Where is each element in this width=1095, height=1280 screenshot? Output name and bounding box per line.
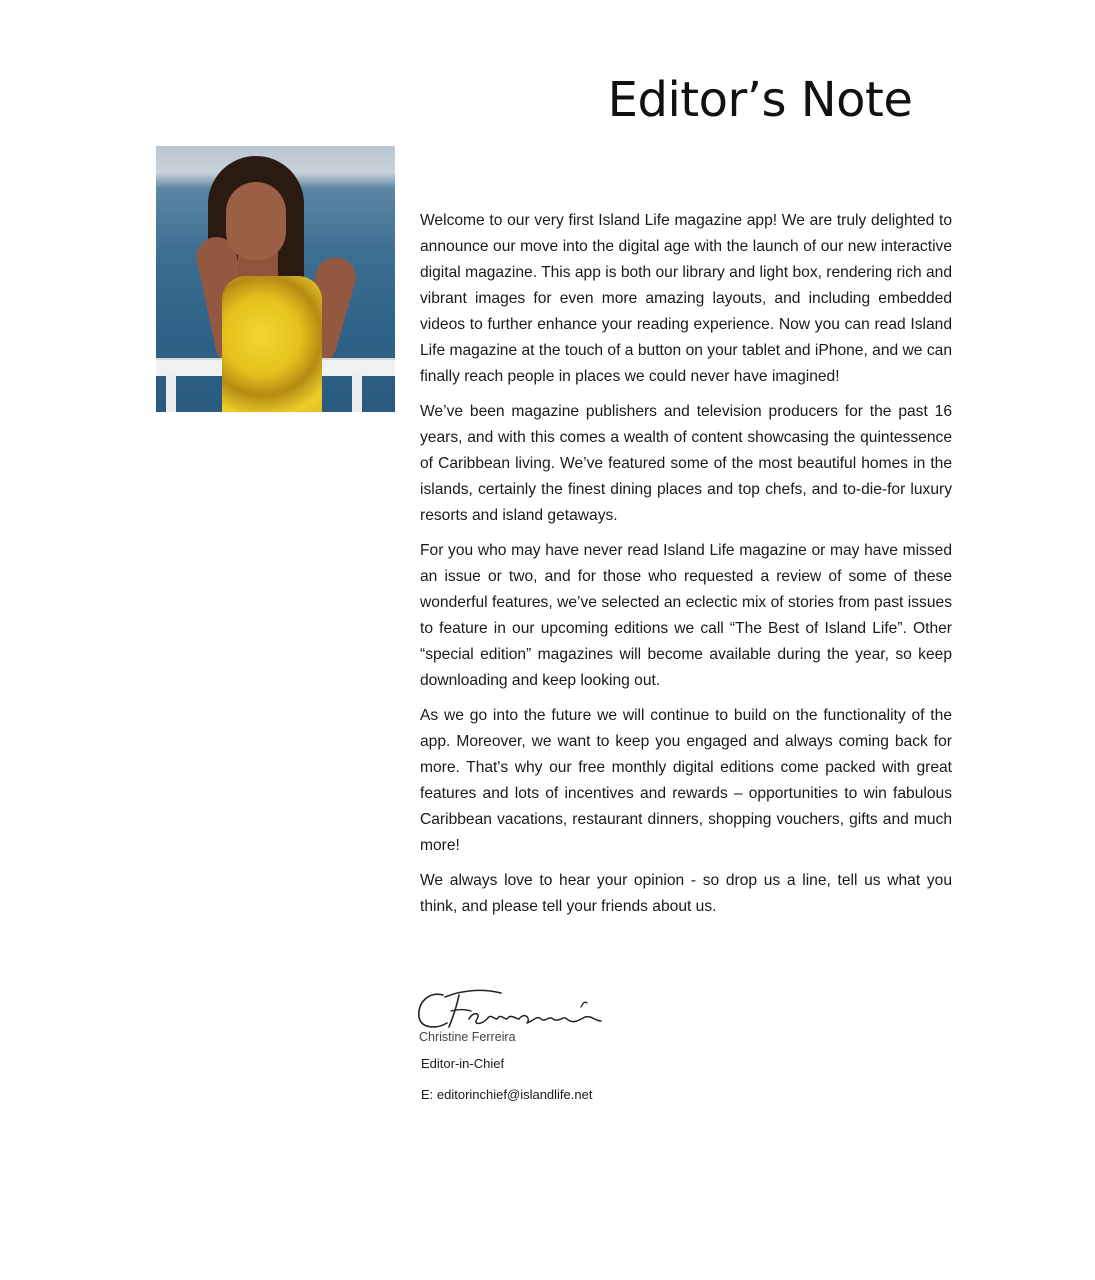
article-paragraph: Welcome to our very first Island Life magazine app! We are truly delighted to announce our move into the digital age with the launch of our new interactive digital magazine. This app is both our library and light box, rendering rich and vibrant images for even more amazing layouts, and including embedded videos to further enhance your reading experience. Now you can read Island Life magazine at the touch of a button on your tablet and iPhone, and we can finally reach people in places we could never have imagined! — [420, 212, 952, 385]
photo-railing-post — [352, 372, 362, 412]
article-paragraph: We’ve been magazine publishers and television producers for the past 16 years, and with this comes a wealth of content showcasing the quintessence of Caribbean living. We’ve featured some of the most beautiful homes in the islands, certainly the finest dining places and top chefs, and to-die-for luxury resorts and island getaways. — [420, 403, 952, 524]
photo-dress — [222, 276, 322, 412]
photo-face — [226, 182, 286, 260]
photo-railing-post — [166, 372, 176, 412]
editor-portrait-photo — [156, 146, 395, 412]
article-body — [420, 208, 952, 929]
article-paragraph: We always love to hear your opinion - so drop us a line, tell us what you think, and please tell your friends about us. — [420, 872, 952, 915]
page-title: Editor’s Note — [607, 72, 913, 128]
editor-title: Editor-in-Chief — [421, 1056, 505, 1071]
signature-name: Christine Ferreira — [419, 1030, 516, 1044]
editor-email[interactable]: E: editorinchief@islandlife.net — [421, 1087, 593, 1102]
article-paragraph: For you who may have never read Island Life magazine or may have missed an issue or two, and for those who requested a review of some of these wonderful features, we’ve selected an eclectic mix of stories from past issues to feature in our upcoming editions we call “The Best of Island Life”. Other “special edition” magazines will become available during the year, so keep downloading and keep looking out. — [420, 542, 952, 689]
article-paragraph: As we go into the future we will continue to build on the functionality of the app. Moreover, we want to keep you engaged and always coming back for more. That's why our free monthly digital editions come packed with great features and lots of incentives and rewards – opportunities to win fabulous Caribbean vacations, restaurant dinners, shopping vouchers, gifts and much more! — [420, 707, 952, 854]
